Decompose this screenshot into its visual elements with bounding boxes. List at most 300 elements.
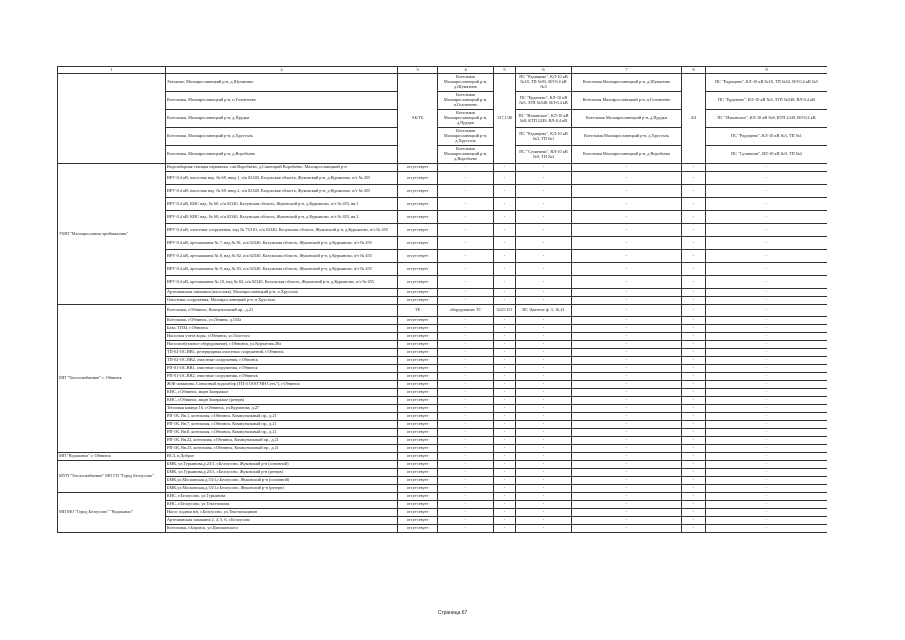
table-cell: -: [706, 250, 828, 263]
table-cell: -: [438, 429, 494, 437]
table-cell: -: [682, 365, 706, 373]
table-cell: -: [438, 172, 494, 185]
table-cell: -: [706, 349, 828, 357]
table-cell: КНС, г.Обнинск, мкрн Заовражье: [166, 389, 398, 397]
table-cell: -: [438, 389, 494, 397]
table-cell: -: [682, 297, 706, 305]
table-cell: -: [438, 397, 494, 405]
table-cell: ПС "Ерденево", КЛ-10 кВ №5, ЗТП №548, ВЛ-0,4 кВ: [516, 92, 572, 110]
table-cell: -: [682, 276, 706, 289]
table-cell: -: [438, 289, 494, 297]
table-cell: -: [516, 445, 572, 453]
table-cell: отсутствует: [398, 325, 438, 333]
table-cell: ПС "Ерденево", КЛ-10 кВ №5, ЗТП №548, ВЛ-0,4 кВ: [706, 92, 828, 110]
table-cell: -: [682, 453, 706, 461]
table-row: [58, 381, 828, 389]
table-cell: Котельная Малоярославецкий р-н, п.Головтеево: [438, 92, 494, 110]
table-cell: -: [682, 164, 706, 172]
table-cell: ПС "Радищево", КЛ-10 кВ №3, ТП №1: [706, 128, 828, 146]
table-cell: -: [706, 525, 828, 533]
table-cell: отсутствует: [398, 224, 438, 237]
table-row: [58, 397, 828, 405]
table-cell: -: [516, 164, 572, 172]
table-cell: -: [706, 224, 828, 237]
table-cell: ПС "Сухиничи", ВЛ-10 кВ №9, ТП №2: [516, 146, 572, 164]
table-cell: отсутствует: [398, 373, 438, 381]
table-cell: Котельная, г.Обнинск, ул.Ленина, д.153а: [166, 317, 398, 325]
table-cell: РП-1К, Вв.23, котельная, г.Обнинск, Коммунальный пр., д.21: [166, 445, 398, 453]
table-cell: -: [516, 525, 572, 533]
table-cell: отсутствует: [398, 493, 438, 501]
table-row: [58, 349, 828, 357]
table-cell: -: [494, 172, 516, 185]
table-row: [58, 211, 828, 224]
table-cell: -: [572, 237, 682, 250]
table-cell: отсутствует: [398, 421, 438, 429]
table-cell: -: [494, 525, 516, 533]
table-row: [58, 92, 828, 110]
table-cell: -: [706, 289, 828, 297]
table-cell: -: [706, 389, 828, 397]
table-cell: -: [516, 493, 572, 501]
table-cell: -: [682, 445, 706, 453]
table-row: [58, 263, 828, 276]
table-cell: -: [682, 493, 706, 501]
table-cell: ПС "Сухиничи", ВЛ-10 кВ №9, ТП №2: [706, 146, 828, 164]
table-cell: -: [494, 381, 516, 389]
table-cell: -: [572, 198, 682, 211]
data-table: [57, 66, 827, 533]
table-cell: ВРУ-0,4 кВ, КНС над. № 60, п/я 02340, Калужская область, Жуковский р-н, д.Курьяново, п/т № 455, вв.2: [166, 211, 398, 224]
table-cell: -: [516, 297, 572, 305]
table-row: [58, 445, 828, 453]
table-cell: отсутствует: [398, 525, 438, 533]
table-cell: -: [494, 509, 516, 517]
table-row: [58, 373, 828, 381]
table-cell: Котельная, Малоярославецкий р-н, д.Хрусталь: [166, 128, 398, 146]
table-cell: -: [438, 333, 494, 341]
table-cell: -: [438, 250, 494, 263]
table-cell: -: [682, 341, 706, 349]
table-cell: -: [516, 263, 572, 276]
table-cell: отсутствует: [398, 381, 438, 389]
table-cell: отсутствует: [398, 461, 438, 469]
table-cell: Насосная учета воды, г.Обнинск, ул.Толстого: [166, 333, 398, 341]
table-cell: -: [438, 477, 494, 485]
table-row: [58, 128, 828, 146]
table-cell: -: [494, 211, 516, 224]
table-cell: -: [494, 469, 516, 477]
table-cell: Ж/Ф скважина, Совхозный водозабор (ТП-4 ООО"НН Сеть"), г.Обнинск: [166, 381, 398, 389]
table-cell: -: [494, 493, 516, 501]
table-cell: Артезианская скважина 2, 4, 5, 6, г.Белоусово: [166, 517, 398, 525]
table-cell: -: [706, 381, 828, 389]
table-cell: -: [438, 453, 494, 461]
table-cell: -: [706, 469, 828, 477]
table-row: [58, 461, 828, 469]
table-cell: -: [494, 185, 516, 198]
table-cell: -: [572, 297, 682, 305]
table-cell: отсутствует: [398, 429, 438, 437]
table-cell: ПС Цветное ф. 3, 16,41: [516, 305, 572, 317]
table-cell: Котельная, г.Обнинск, Коммунальный пр., д.21: [166, 305, 398, 317]
table-cell: ВРУ-0,4 кВ, артскважина № 10, над № 84, п/я 02340, Калужская область, Жуковский р-н, д.Курьяново, п/т № 455: [166, 276, 398, 289]
table-cell: отсутствует: [398, 172, 438, 185]
table-cell: -: [572, 389, 682, 397]
org-cell: УМП "Малоярославецстройзаказчик": [58, 164, 166, 305]
table-row: [58, 469, 828, 477]
table-cell: -: [438, 224, 494, 237]
table-cell: отсутствует: [398, 289, 438, 297]
table-row: [58, 224, 828, 237]
table-cell: -: [682, 381, 706, 389]
table-cell: -: [438, 437, 494, 445]
table-cell: -: [682, 289, 706, 297]
table-row: [58, 405, 828, 413]
table-cell: -: [682, 517, 706, 525]
table-cell: ВСЗ, п.Доброе: [166, 453, 398, 461]
table-cell: ВРУ-0,4 кВ, артскважина № 9, над № 83, п/я 02340, Калужская область, Жуковский р-н, д.Курьяново, п/т № 455: [166, 263, 398, 276]
table-cell: -: [682, 305, 706, 317]
table-row: [58, 357, 828, 365]
table-cell: -: [572, 224, 682, 237]
table-cell: -: [682, 349, 706, 357]
table-cell: -: [572, 501, 682, 509]
table-cell: -: [706, 237, 828, 250]
table-cell: отсутствует: [398, 509, 438, 517]
table-cell: -: [516, 172, 572, 185]
table-cell: -: [572, 461, 682, 469]
table-row: [58, 250, 828, 263]
table-cell: Насос подачи в/в, г.Белоусово, ул.Текстильщиков: [166, 509, 398, 517]
table-cell: -: [706, 413, 828, 421]
table-cell: -: [516, 224, 572, 237]
table-cell: отсутствует: [398, 477, 438, 485]
table-row: [58, 185, 828, 198]
table-cell: ПС "Радищево", КЛ-10 кВ №3, ТП №1: [516, 128, 572, 146]
table-cell: Котельная, Малоярославецкий р-н, д.Воробьево: [166, 146, 398, 164]
table-row: [58, 437, 828, 445]
table-cell: -: [516, 349, 572, 357]
table-cell: Котельная Малоярославецкий р-н, д.Воробьево: [438, 146, 494, 164]
table-cell: ВРУ-0,4 кВ, КНС над. № 60, п/я 02340, Калужская область, Жуковский р-н, д.Курьяново, п/т № 455, вв.1: [166, 198, 398, 211]
table-cell: -: [438, 185, 494, 198]
table-cell: -: [682, 357, 706, 365]
table-cell: -: [516, 365, 572, 373]
table-cell: -: [572, 405, 682, 413]
table-cell: -: [516, 453, 572, 461]
table-cell: отсутствует: [398, 413, 438, 421]
table-cell: Котельная Малоярославецкий р-н, д.Хрусталь: [572, 128, 682, 146]
table-cell: -: [438, 445, 494, 453]
table-cell: -: [572, 172, 682, 185]
table-row: [58, 146, 828, 164]
table-cell: Котельная, Малоярославецкий р-н, п.Головтеево: [166, 92, 398, 110]
table-cell: -: [438, 405, 494, 413]
table-cell: -: [516, 517, 572, 525]
table-cell: оборудование ТС: [438, 305, 494, 317]
header-cell: 9: [706, 67, 828, 74]
table-cell: -: [682, 429, 706, 437]
table-row: [58, 317, 828, 325]
table-cell: -: [572, 469, 682, 477]
table-cell: -: [682, 211, 706, 224]
table-cell: -: [516, 357, 572, 365]
table-cell: -: [494, 333, 516, 341]
table-cell: -: [706, 397, 828, 405]
table-cell: -: [682, 437, 706, 445]
table-cell: -: [438, 501, 494, 509]
table-cell: -: [682, 263, 706, 276]
table-cell: -: [494, 517, 516, 525]
table-cell: АБ/ТБ: [398, 74, 438, 164]
table-cell: -: [438, 509, 494, 517]
table-cell: -: [438, 525, 494, 533]
table-cell: -: [572, 429, 682, 437]
table-row: [58, 413, 828, 421]
table-row: [58, 365, 828, 373]
header-cell: 3: [398, 67, 438, 74]
table-cell: -: [494, 453, 516, 461]
table-cell: -: [494, 237, 516, 250]
table-cell: -: [682, 421, 706, 429]
table-cell: отсутствует: [398, 445, 438, 453]
table-cell: -: [572, 365, 682, 373]
table-cell: -: [494, 485, 516, 493]
table-cell: -: [516, 397, 572, 405]
table-cell: -: [706, 421, 828, 429]
table-cell: -: [494, 317, 516, 325]
table-cell: -: [682, 469, 706, 477]
table-cell: отсутствует: [398, 341, 438, 349]
header-cell: 6: [516, 67, 572, 74]
table-cell: -: [516, 389, 572, 397]
table-cell: -: [706, 172, 828, 185]
table-row: [58, 305, 828, 317]
table-cell: отсутствует: [398, 263, 438, 276]
table-cell: -: [494, 224, 516, 237]
table-cell: -: [494, 349, 516, 357]
table-cell: -: [706, 477, 828, 485]
table-cell: -: [706, 485, 828, 493]
table-cell: -: [572, 305, 682, 317]
table-cell: отсутствует: [398, 485, 438, 493]
org-cell: [58, 74, 166, 164]
table-cell: отсутствует: [398, 357, 438, 365]
table-cell: отсутствует: [398, 211, 438, 224]
table-cell: отсутствует: [398, 164, 438, 172]
table-cell: -: [572, 525, 682, 533]
table-cell: Водозаборная станция перекачки, сан.Воробьёво, д.Санаторий Воробьёво, Малоярославецкий р-н: [166, 164, 398, 172]
table-cell: отсутствует: [398, 389, 438, 397]
table-cell: -: [516, 501, 572, 509]
table-cell: -: [706, 317, 828, 325]
table-cell: -: [438, 263, 494, 276]
header-cell: 8: [682, 67, 706, 74]
table-cell: -: [494, 421, 516, 429]
table-cell: отсутствует: [398, 501, 438, 509]
table-cell: -: [706, 501, 828, 509]
table-cell: -: [494, 164, 516, 172]
table-cell: -: [572, 485, 682, 493]
table-cell: -: [494, 389, 516, 397]
table-cell: -: [438, 325, 494, 333]
table-cell: Котельная, г.Боровск, ул.Циолковского: [166, 525, 398, 533]
table-row: [58, 110, 828, 128]
table-cell: -: [438, 276, 494, 289]
table-cell: -: [438, 421, 494, 429]
table-cell: Котельная Малоярославецкий р-н, д.Прудки: [572, 110, 682, 128]
table-row: [58, 341, 828, 349]
table-cell: ПС "Радищево", КЛ-10 кВ №18, ТП №52, ВЛ-0,4 кВ №5: [706, 74, 828, 92]
table-cell: -: [438, 413, 494, 421]
table-cell: -: [516, 413, 572, 421]
table-cell: -: [494, 357, 516, 365]
table-cell: -: [706, 325, 828, 333]
table-cell: РП-01-ОС.ВВ1, очистные сооружения, г.Обнинск: [166, 365, 398, 373]
table-cell: -: [494, 501, 516, 509]
table-row: [58, 389, 828, 397]
table-cell: -: [706, 305, 828, 317]
table-cell: 3221/151: [494, 305, 516, 317]
table-cell: -: [494, 365, 516, 373]
table-row: [58, 517, 828, 525]
table-cell: Артезианская скважина (насосная), Малоярославецкий р-н, п.Хрусталь: [166, 289, 398, 297]
table-cell: -: [572, 164, 682, 172]
table-cell: ТП-02-ОС.ВВ1, резервуарная очистных сооружений, г.Обнинск: [166, 349, 398, 357]
header-cell: 4: [438, 67, 494, 74]
table-cell: отсутствует: [398, 198, 438, 211]
table-cell: Очистные сооружения, Малоярославецкий р-н, п.Хрусталь: [166, 297, 398, 305]
table-cell: -: [438, 341, 494, 349]
table-cell: отсутствует: [398, 397, 438, 405]
table-cell: -: [682, 389, 706, 397]
table-cell: -: [494, 373, 516, 381]
table-cell: -: [706, 373, 828, 381]
table-cell: ВРУ-0,4 кВ, артскважина № 7, над № 81, п/я 02340, Калужская область, Жуковский р-н, д.Курьяново, п/т № 455: [166, 237, 398, 250]
table-row: [58, 501, 828, 509]
table-cell: -: [516, 276, 572, 289]
table-row: [58, 493, 828, 501]
table-cell: -: [438, 461, 494, 469]
table-row: [58, 237, 828, 250]
table-cell: -: [572, 381, 682, 389]
table-cell: -: [516, 477, 572, 485]
table-cell: -: [438, 381, 494, 389]
table-cell: 137,1/40: [494, 74, 516, 164]
table-cell: 4/4: [682, 74, 706, 164]
table-cell: -: [516, 437, 572, 445]
table-cell: -: [494, 198, 516, 211]
table-cell: -: [494, 397, 516, 405]
table-cell: -: [494, 325, 516, 333]
table-cell: -: [516, 250, 572, 263]
table-cell: РП-1К, Вв.1, котельная, г.Обнинск, Коммунальный пр., д.21: [166, 413, 398, 421]
table-cell: -: [494, 429, 516, 437]
table-cell: -: [572, 250, 682, 263]
table-cell: База, ТПЗЗ, г.Обнинск: [166, 325, 398, 333]
table-cell: -: [494, 437, 516, 445]
table-row: [58, 297, 828, 305]
table-cell: РП-1К, Вв.8, котельная, г.Обнинск, Коммунальный пр., д.21: [166, 429, 398, 437]
table-cell: -: [516, 317, 572, 325]
table-cell: -: [572, 185, 682, 198]
table-cell: -: [682, 237, 706, 250]
table-cell: Насосное(газовое оборудование), г.Обнинск, ул.Курчатова,49а: [166, 341, 398, 349]
table-cell: -: [706, 405, 828, 413]
table-cell: -: [494, 341, 516, 349]
table-cell: -: [438, 317, 494, 325]
table-row: [58, 289, 828, 297]
table-row: [58, 525, 828, 533]
table-cell: -: [682, 250, 706, 263]
table-cell: -: [438, 211, 494, 224]
table-cell: -: [438, 237, 494, 250]
table-cell: -: [572, 397, 682, 405]
table-row: [58, 421, 828, 429]
table-row: [58, 485, 828, 493]
header-cell: 1: [58, 67, 166, 74]
table-cell: -: [682, 317, 706, 325]
table-row: [58, 325, 828, 333]
table-cell: -: [516, 485, 572, 493]
table-cell: ПС "Ильинское", КЛ-10 кВ №8, КТП 2249, ВЛ-0,4 кВ: [516, 110, 572, 128]
table-cell: -: [682, 172, 706, 185]
table-cell: -: [438, 365, 494, 373]
table-cell: -: [572, 289, 682, 297]
table-cell: РП-1К, Вв.7, котельная, г.Обнинск, Коммунальный пр., д.21: [166, 421, 398, 429]
table-row: [58, 198, 828, 211]
table-cell: Тепловая камера 16, г.Обнинск, ул.Курчатова, д.27: [166, 405, 398, 413]
table-cell: БМК,ул.Московская,д.53/1,г.Белоусово, Жуковский р-н (резерв): [166, 485, 398, 493]
table-cell: -: [516, 461, 572, 469]
header-cell: 7: [572, 67, 682, 74]
table-cell: -: [682, 485, 706, 493]
table-cell: -: [706, 461, 828, 469]
table-cell: -: [516, 421, 572, 429]
page-number: Страница 67: [437, 610, 468, 616]
table-cell: БМК, ул.Гурьянова,д.23/1, г.Белоусово, Жуковский р-н (основной): [166, 461, 398, 469]
table-cell: ТП-02-ОС.ВВ2, очистные сооружения, г.Обнинск: [166, 357, 398, 365]
table-cell: -: [438, 297, 494, 305]
table-cell: ПС "Радищево", КЛ-10 кВ №18, ТП №93, ВЛ-0,4 кВ №3: [516, 74, 572, 92]
table-cell: -: [706, 517, 828, 525]
table-cell: отсутствует: [398, 405, 438, 413]
table-cell: -: [494, 297, 516, 305]
table-cell: отсутствует: [398, 276, 438, 289]
table-cell: -: [516, 185, 572, 198]
table-cell: -: [516, 237, 572, 250]
org-cell: МП "Водоканал" г. Обнинск: [58, 453, 166, 461]
org-cell: МП МО "Город Белоусово" "Водоканал": [58, 493, 166, 533]
table-cell: -: [572, 263, 682, 276]
table-cell: -: [516, 325, 572, 333]
table-cell: -: [572, 333, 682, 341]
table-cell: -: [516, 289, 572, 297]
table-cell: Котельная Малоярославецкий р-н, д.Прудки: [438, 110, 494, 128]
table-cell: Котельная Малоярославецкий р-н, п.Головтеево: [572, 92, 682, 110]
table-cell: -: [494, 477, 516, 485]
table-cell: -: [516, 469, 572, 477]
table-cell: отсутствует: [398, 185, 438, 198]
table-cell: -: [706, 185, 828, 198]
org-cell: МП "Теплоснабжение" г. Обнинск: [58, 305, 166, 453]
table-cell: -: [438, 469, 494, 477]
table-cell: -: [706, 341, 828, 349]
table-cell: -: [494, 445, 516, 453]
table-cell: -: [494, 263, 516, 276]
table-cell: -: [706, 429, 828, 437]
